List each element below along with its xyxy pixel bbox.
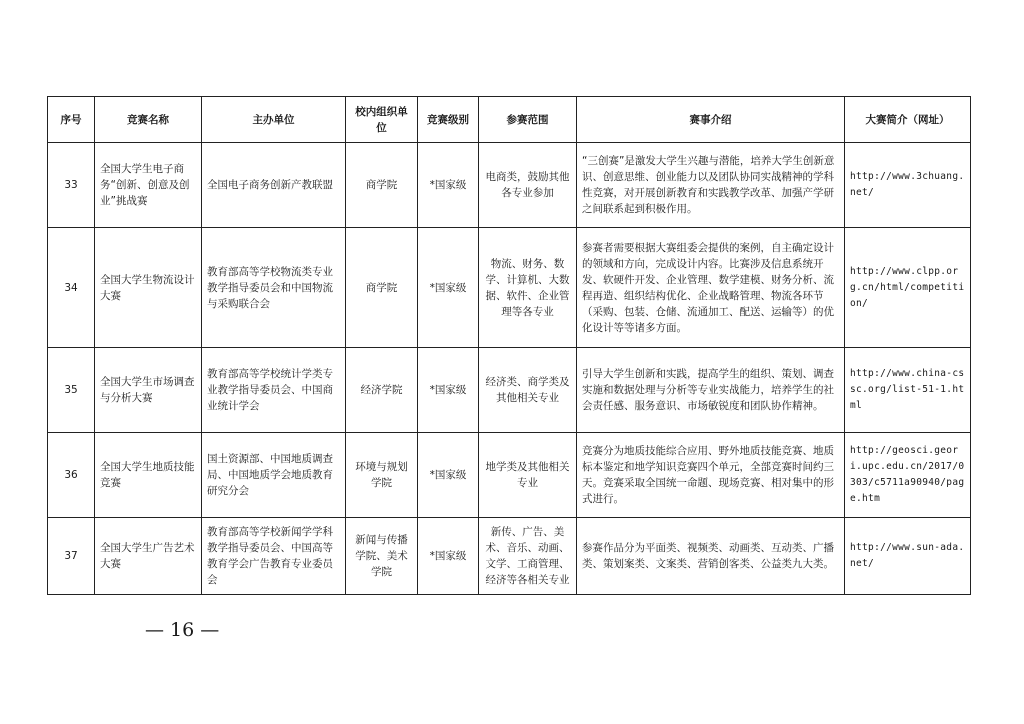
cell-organizer: 教育部高等学校物流类专业教学指导委员会和中国物流与采购联合会 [202,228,346,348]
cell-scope: 经济类、商学类及其他相关专业 [479,348,577,433]
cell-name: 全国大学生地质技能竞赛 [95,433,202,518]
header-intro: 赛事介绍 [577,97,845,143]
cell-scope: 电商类，鼓励其他各专业参加 [479,143,577,228]
cell-scope: 地学类及其他相关专业 [479,433,577,518]
page-number: — 16 — [145,619,220,641]
cell-no: 37 [48,518,95,595]
cell-url-link[interactable]: http://www.sun-ada.net/ [845,518,971,595]
cell-level: *国家级 [418,228,479,348]
cell-no: 33 [48,143,95,228]
cell-name: 全国大学生市场调查与分析大赛 [95,348,202,433]
cell-campus: 环境与规划学院 [346,433,418,518]
cell-level: *国家级 [418,518,479,595]
header-campus: 校内组织单位 [346,97,418,143]
header-level: 竞赛级别 [418,97,479,143]
table-row [48,433,971,518]
header-name: 竞赛名称 [95,97,202,143]
cell-campus: 新闻与传播学院、美术学院 [346,518,418,595]
table-row [48,143,971,228]
cell-level: *国家级 [418,143,479,228]
table-header-row [48,97,971,143]
cell-organizer: 国土资源部、中国地质调查局、中国地质学会地质教育研究分会 [202,433,346,518]
table-row [48,348,971,433]
cell-url-link[interactable]: http://geosci.geori.upc.edu.cn/2017/0303/c5711a90940/page.htm [845,433,971,518]
header-url: 大赛简介（网址） [845,97,971,143]
cell-campus: 经济学院 [346,348,418,433]
table-row [48,518,971,595]
cell-scope: 物流、财务、数学、计算机、大数据、软件、企业管理等各专业 [479,228,577,348]
cell-name: 全国大学生广告艺术大赛 [95,518,202,595]
cell-no: 35 [48,348,95,433]
cell-organizer: 全国电子商务创新产教联盟 [202,143,346,228]
cell-intro: 参赛者需要根据大赛组委会提供的案例，自主确定设计的领域和方向，完成设计内容。比赛涉及信息系统开发、软硬件开发、企业管理、数学建模、财务分析、流程再造、组织结构优化、企业战略管理、物流各环节（采购、包装、仓储、流通加工、配送、运输等）的优化设计等等诸多方面。 [577,228,845,348]
cell-name: 全国大学生物流设计大赛 [95,228,202,348]
cell-name: 全国大学生电子商务“创新、创意及创业”挑战赛 [95,143,202,228]
cell-intro: 参赛作品分为平面类、视频类、动画类、互动类、广播类、策划案类、文案类、营销创客类、公益类九大类。 [577,518,845,595]
cell-intro: 引导大学生创新和实践，提高学生的组织、策划、调查实施和数据处理与分析等专业实战能力，培养学生的社会责任感、服务意识、市场敏锐度和团队协作精神。 [577,348,845,433]
cell-scope: 新传、广告、美术、音乐、动画、文学、工商管理、经济等各相关专业 [479,518,577,595]
cell-no: 36 [48,433,95,518]
cell-url-link[interactable]: http://www.3chuang.net/ [845,143,971,228]
header-no: 序号 [48,97,95,143]
cell-no: 34 [48,228,95,348]
cell-intro: 竞赛分为地质技能综合应用、野外地质技能竞赛、地质标本鉴定和地学知识竞赛四个单元，全部竞赛时间约三天。竞赛采取全国统一命题、现场竞赛、相对集中的形式进行。 [577,433,845,518]
header-organizer: 主办单位 [202,97,346,143]
competition-table [47,96,971,595]
cell-url-link[interactable]: http://www.clpp.org.cn/html/competition/ [845,228,971,348]
cell-url-link[interactable]: http://www.china-cssc.org/list-51-1.html [845,348,971,433]
cell-level: *国家级 [418,348,479,433]
cell-campus: 商学院 [346,143,418,228]
cell-campus: 商学院 [346,228,418,348]
cell-organizer: 教育部高等学校新闻学学科教学指导委员会、中国高等教育学会广告教育专业委员会 [202,518,346,595]
cell-organizer: 教育部高等学校统计学类专业教学指导委员会、中国商业统计学会 [202,348,346,433]
cell-level: *国家级 [418,433,479,518]
cell-intro: “三创赛”是激发大学生兴趣与潜能，培养大学生创新意识、创意思维、创业能力以及团队协同实战精神的学科性竞赛，对开展创新教育和实践教学改革、加强产学研之间联系起到积极作用。 [577,143,845,228]
header-scope: 参赛范围 [479,97,577,143]
table-row [48,228,971,348]
